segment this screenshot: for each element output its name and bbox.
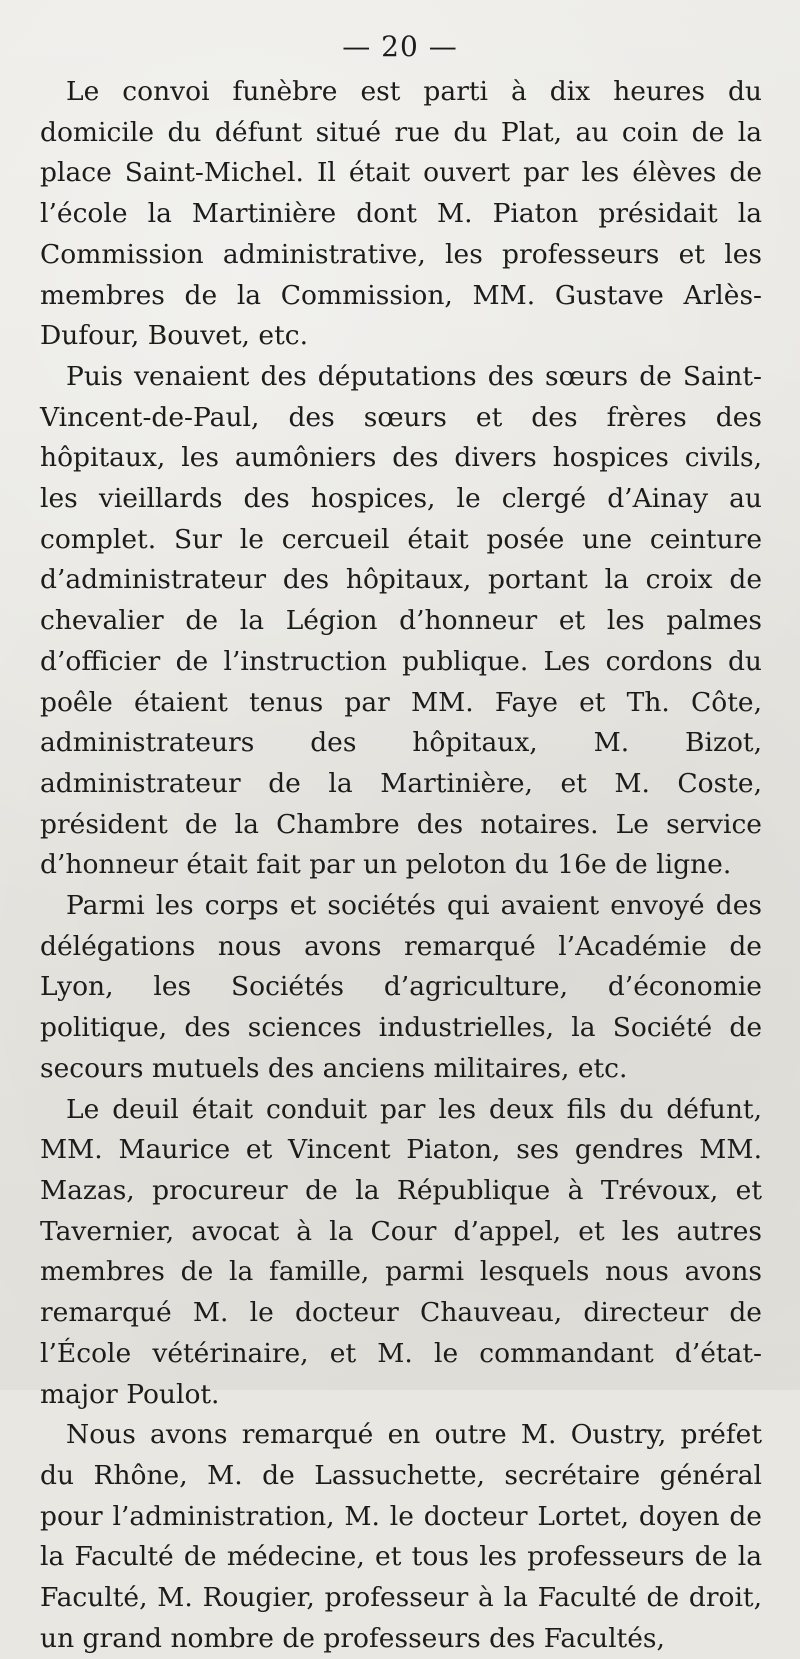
page-number: — 20 — bbox=[342, 30, 458, 63]
paragraph-officials: Nous avons remarqué en outre M. Oustry, préfet du Rhône, M. de Lassuchette, secrétaire général pour l’administration, M. le docteur Lortet, doyen de la Faculté de médecine, et tous les professeurs de la Faculté, M. Rougier, professeur à la Faculté de droit, un grand nombre de professeurs des Facultés, bbox=[40, 1419, 762, 1654]
paragraph-funeral-procession: Le convoi funèbre est parti à dix heures du domicile du défunt situé rue du Plat, au coin de la place Saint-Michel. Il était ouvert par les élèves de l’école la Martinière dont M. Piaton présidait la Commission administrative, les professeurs et les membres de la Commission, MM. Gustave Arlès-Dufour, Bouvet, etc. bbox=[40, 76, 762, 352]
paragraph-delegations: Parmi les corps et sociétés qui avaient envoyé des délégations nous avons remarqué l’Académie de Lyon, les Sociétés d’agriculture, d’économie politique, des sciences industrielles, la Société de secours mutuels des anciens militaires, etc. bbox=[40, 890, 762, 1084]
body-text bbox=[40, 72, 762, 1659]
paragraph-deputations: Puis venaient des députations des sœurs de Saint-Vincent-de-Paul, des sœurs et des frères des hôpitaux, les aumôniers des divers hospices civils, les vieillards des hospices, le clergé d’Ainay au complet. Sur le cercueil était posée une ceinture d’administrateur des hôpitaux, portant la croix de chevalier de la Légion d’honneur et les palmes d’officier de l’instruction publique. Les cordons du poêle étaient tenus par MM. Faye et Th. Côte, administrateurs des hôpitaux, M. Bizot, administrateur de la Martinière, et M. Coste, président de la Chambre des notaires. Le service d’honneur était fait par un peloton du 16e de ligne. bbox=[40, 360, 762, 881]
paragraph-mourning-family: Le deuil était conduit par les deux fils du défunt, MM. Maurice et Vincent Piaton, ses gendres MM. Mazas, procureur de la République à Trévoux, et Tavernier, avocat à la Cour d’appel, et les autres membres de la famille, parmi lesquels nous avons remarqué M. le docteur Chauveau, directeur de l’École vétérinaire, et M. le commandant d’état-major Poulot. bbox=[40, 1093, 762, 1410]
